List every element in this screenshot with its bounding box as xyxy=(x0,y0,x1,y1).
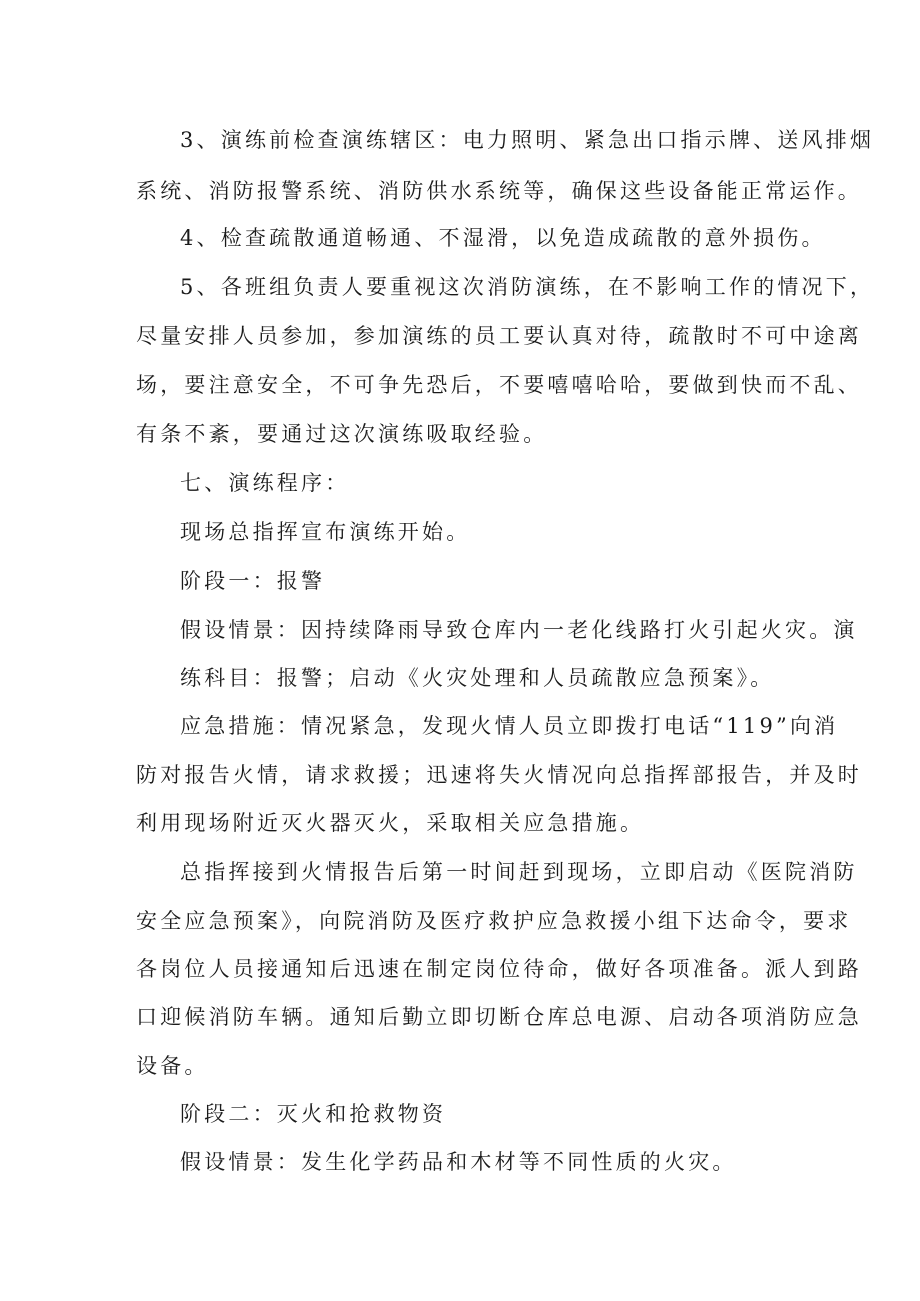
text-line-commander-cont-4: 设备。 xyxy=(136,1054,209,1078)
text-line-commander: 总指挥接到火情报告后第一时间赶到现场，立即启动《医院消防 xyxy=(180,860,858,884)
text-line-measures-cont-2: 利用现场附近灭火器灭火，采取相关应急措施。 xyxy=(136,811,645,835)
text-line-commander-cont-2: 各岗位人员接通知后迅速在制定岗位待命，做好各项准备。派人到路 xyxy=(136,957,862,981)
text-line-item-3-cont: 系统、消防报警系统、消防供水系统等，确保这些设备能正常运作。 xyxy=(136,179,862,203)
text-line-commander-cont-3: 口迎候消防车辆。通知后勤立即切断仓库总电源、启动各项消防应急 xyxy=(136,1005,862,1029)
text-line-scenario-1-cont: 练科目：报警；启动《火灾处理和人员疏散应急预案》。 xyxy=(180,666,775,690)
text-line-item-5: 5、各班组负责人要重视这次消防演练，在不影响工作的情况下， xyxy=(180,275,875,299)
text-line-measures-cont-1: 防对报告火情，请求救援；迅速将失火情况向总指挥部报告，并及时 xyxy=(136,763,862,787)
text-line-scenario-1: 假设情景：因持续降雨导致仓库内一老化线路打火引起火灾。演 xyxy=(180,618,858,642)
section-heading-procedure: 七、演练程序： xyxy=(180,471,350,495)
stage-heading-2: 阶段二：灭火和抢救物资 xyxy=(180,1102,447,1126)
text-line-measures: 应急措施：情况紧急，发现火情人员立即拨打电话“119”向消 xyxy=(180,714,839,738)
stage-heading-1: 阶段一：报警 xyxy=(180,569,326,593)
text-line-commander-cont-1: 安全应急预案》，向院消防及医疗救护应急救援小组下达命令，要求 xyxy=(136,909,852,933)
text-line-scenario-2: 假设情景：发生化学药品和木材等不同性质的火灾。 xyxy=(180,1150,737,1174)
text-line-item-4: 4、检查疏散通道畅通、不湿滑，以免造成疏散的意外损伤。 xyxy=(180,226,826,250)
text-line-item-3: 3、演练前检查演练辖区：电力照明、紧急出口指示牌、送风排烟 xyxy=(180,128,875,152)
text-line-item-5-cont-2: 场，要注意安全，不可争先恐后，不要嘻嘻哈哈，要做到快而不乱、 xyxy=(136,373,862,397)
text-line-item-5-cont-1: 尽量安排人员参加，参加演练的员工要认真对待，疏散时不可中途离 xyxy=(136,324,862,348)
text-line-start: 现场总指挥宣布演练开始。 xyxy=(180,520,471,544)
text-line-item-5-cont-3: 有条不紊，要通过这次演练吸取经验。 xyxy=(136,422,548,446)
